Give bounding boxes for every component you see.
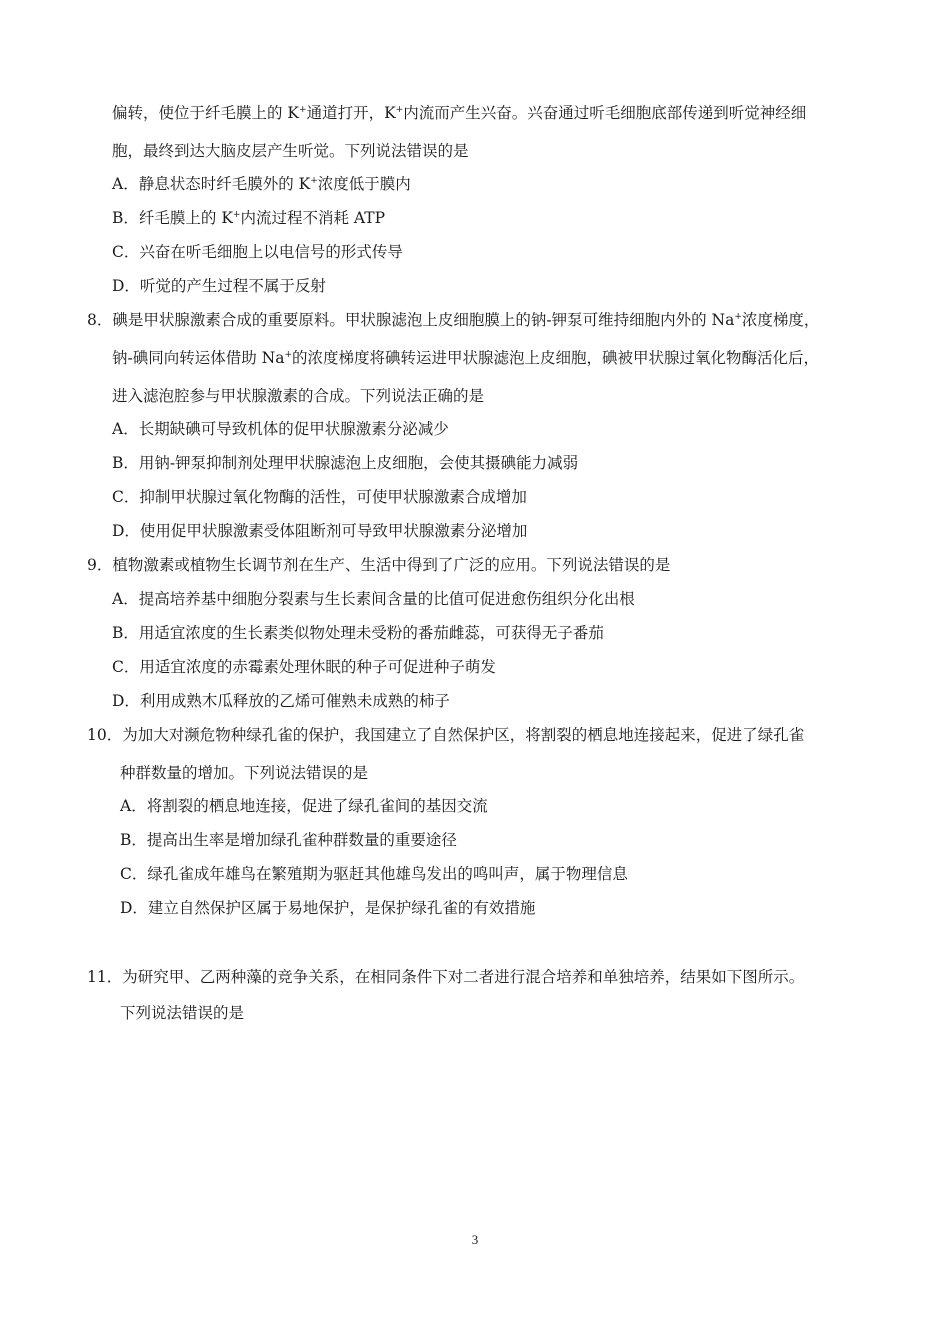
q8-option-b: B．用钠-钾泵抑制剂处理甲状腺滤泡上皮细胞，会使其摄碘能力减弱 <box>112 454 579 472</box>
page-number: 3 <box>471 1232 479 1247</box>
q7-option-d: D．听觉的产生过程不属于反射 <box>112 277 326 295</box>
q10-option-b: B．提高出生率是增加绿孔雀种群数量的重要途径 <box>120 831 457 849</box>
q10-stem-line-1: 10．为加大对濒危物种绿孔雀的保护，我国建立了自然保护区，将割裂的栖息地连接起来，促进了绿孔雀 <box>87 726 805 744</box>
q8-stem-line-3: 进入滤泡腔参与甲状腺激素的合成。下列说法正确的是 <box>112 387 485 405</box>
q7-option-b: B．纤毛膜上的 K+内流过程不消耗 ATP <box>112 209 385 227</box>
q11-stem-line-2: 下列说法错误的是 <box>120 1004 245 1022</box>
q7-stem-line-2: 胞，最终到达大脑皮层产生听觉。下列说法错误的是 <box>112 142 469 160</box>
q9-option-a: A．提高培养基中细胞分裂素与生长素间含量的比值可促进愈伤组织分化出根 <box>112 590 635 608</box>
q11-number: 11． <box>87 968 123 986</box>
q10-option-a: A．将割裂的栖息地连接，促进了绿孔雀间的基因交流 <box>120 797 488 815</box>
q9-number: 9． <box>87 556 113 574</box>
q7-option-c: C．兴奋在听毛细胞上以电信号的形式传导 <box>112 243 403 261</box>
q9-option-d: D．利用成熟木瓜释放的乙烯可催熟未成熟的柿子 <box>112 692 450 710</box>
q9-stem: 9．植物激素或植物生长调节剂在生产、生活中得到了广泛的应用。下列说法错误的是 <box>87 556 671 574</box>
q7-option-a: A．静息状态时纤毛膜外的 K+浓度低于膜内 <box>112 175 411 193</box>
q8-option-a: A．长期缺碘可导致机体的促甲状腺激素分泌减少 <box>112 420 449 438</box>
q11-stem-line-1: 11．为研究甲、乙两种藻的竞争关系，在相同条件下对二者进行混合培养和单独培养，结果如下图所示。 <box>87 968 805 986</box>
q7-stem-line-1: 偏转，使位于纤毛膜上的 K+通道打开，K+内流而产生兴奋。兴奋通过听毛细胞底部传递到听觉神经细 <box>112 104 807 122</box>
q8-stem-line-2: 钠-碘同向转运体借助 Na+的浓度梯度将碘转运进甲状腺滤泡上皮细胞，碘被甲状腺过氧化物酶活化后， <box>112 349 820 367</box>
q8-option-c: C．抑制甲状腺过氧化物酶的活性，可使甲状腺激素合成增加 <box>112 488 527 506</box>
q9-option-c: C．用适宜浓度的赤霉素处理休眠的种子可促进种子萌发 <box>112 658 496 676</box>
q8-stem-line-1: 8．碘是甲状腺激素合成的重要原料。甲状腺滤泡上皮细胞膜上的钠-钾泵可维持细胞内外的 Na+浓度梯度， <box>87 311 820 329</box>
q10-option-d: D．建立自然保护区属于易地保护，是保护绿孔雀的有效措施 <box>120 899 536 917</box>
q10-stem-line-2: 种群数量的增加。下列说法错误的是 <box>120 764 369 782</box>
q8-number: 8． <box>87 311 113 329</box>
q8-option-d: D．使用促甲状腺激素受体阻断剂可导致甲状腺激素分泌增加 <box>112 522 528 540</box>
q10-number: 10． <box>87 726 123 744</box>
q10-option-c: C．绿孔雀成年雄鸟在繁殖期为驱赶其他雄鸟发出的鸣叫声，属于物理信息 <box>120 865 628 883</box>
q9-option-b: B．用适宜浓度的生长素类似物处理未受粉的番茄雌蕊，可获得无子番茄 <box>112 624 604 642</box>
